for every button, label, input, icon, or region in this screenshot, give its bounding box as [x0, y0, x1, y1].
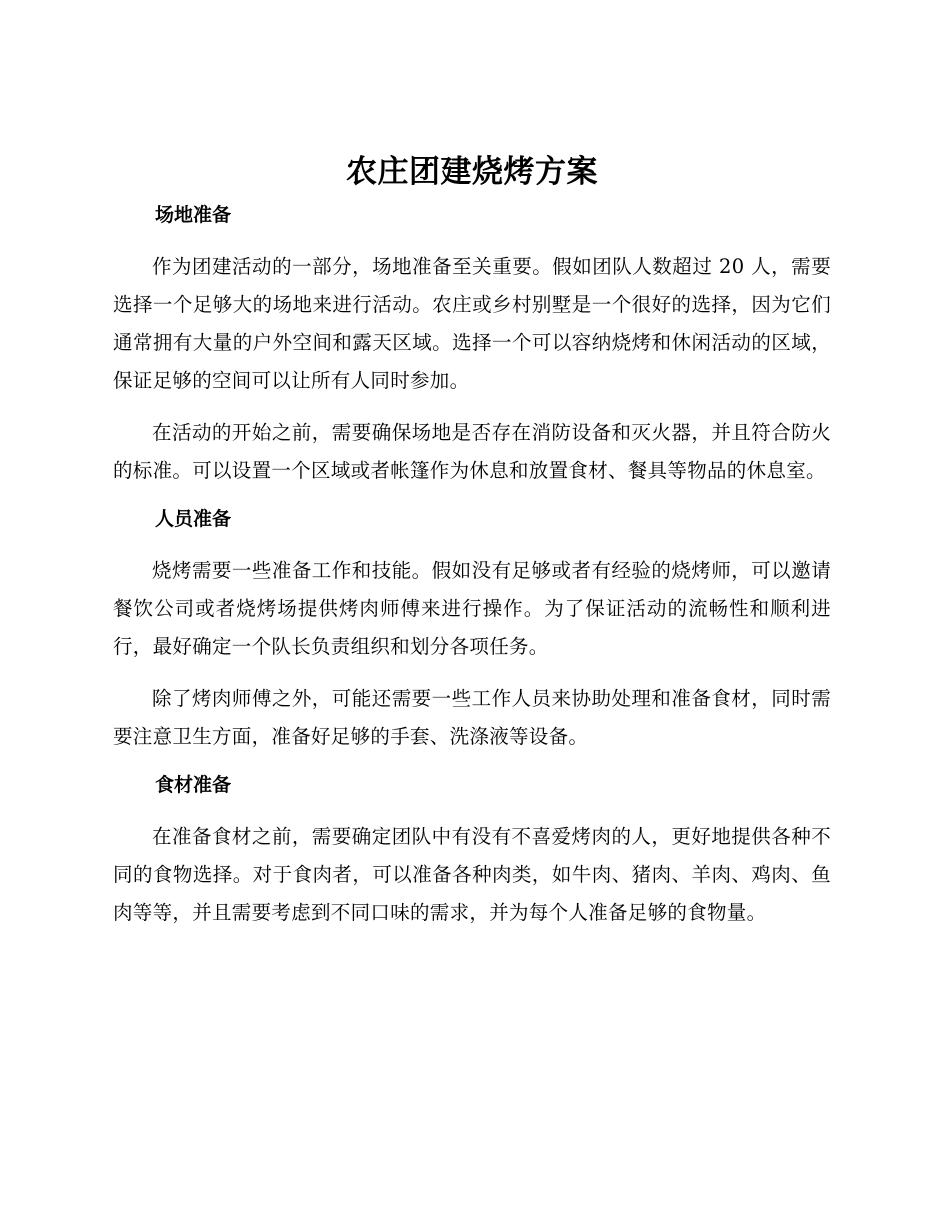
section-heading: 人员准备 — [155, 508, 232, 530]
paragraph: 在活动的开始之前，需要确保场地是否存在消防设备和灭火器，并且符合防火的标准。可以设置一个区域或者帐篷作为休息和放置食材、餐具等物品的休息室。 — [113, 421, 831, 482]
paragraph: 在准备食材之前，需要确定团队中有没有不喜爱烤肉的人，更好地提供各种不同的食物选择。对于食肉者，可以准备各种肉类，如牛肉、猪肉、羊肉、鸡肉、鱼肉等等，并且需要考虑到不同口味的需求，并为每个人准备足够的食物量。 — [113, 825, 831, 924]
paragraph: 烧烤需要一些准备工作和技能。假如没有足够或者有经验的烧烤师，可以邀请餐饮公司或者烧烤场提供烤肉师傅来进行操作。为了保证活动的流畅性和顺利进行，最好确定一个队长负责组织和划分各项任务。 — [113, 559, 831, 658]
section-heading: 场地准备 — [155, 204, 232, 226]
document-page — [113, 150, 831, 946]
section-food — [113, 770, 831, 932]
paragraph: 作为团建活动的一部分，场地准备至关重要。假如团队人数超过 20 人，需要选择一个足够大的场地来进行活动。农庄或乡村别墅是一个很好的选择，因为它们通常拥有大量的户外空间和露天区域。选择一个可以容纳烧烤和休闲活动的区域，保证足够的空间可以让所有人同时参加。 — [113, 255, 831, 392]
paragraph: 除了烤肉师傅之外，可能还需要一些工作人员来协助处理和准备食材，同时需要注意卫生方面，准备好足够的手套、洗涤液等设备。 — [113, 687, 831, 748]
section-heading: 食材准备 — [155, 774, 232, 796]
document-title: 农庄团建烧烤方案 — [346, 154, 598, 190]
section-venue — [113, 200, 831, 490]
section-staff — [113, 504, 831, 756]
